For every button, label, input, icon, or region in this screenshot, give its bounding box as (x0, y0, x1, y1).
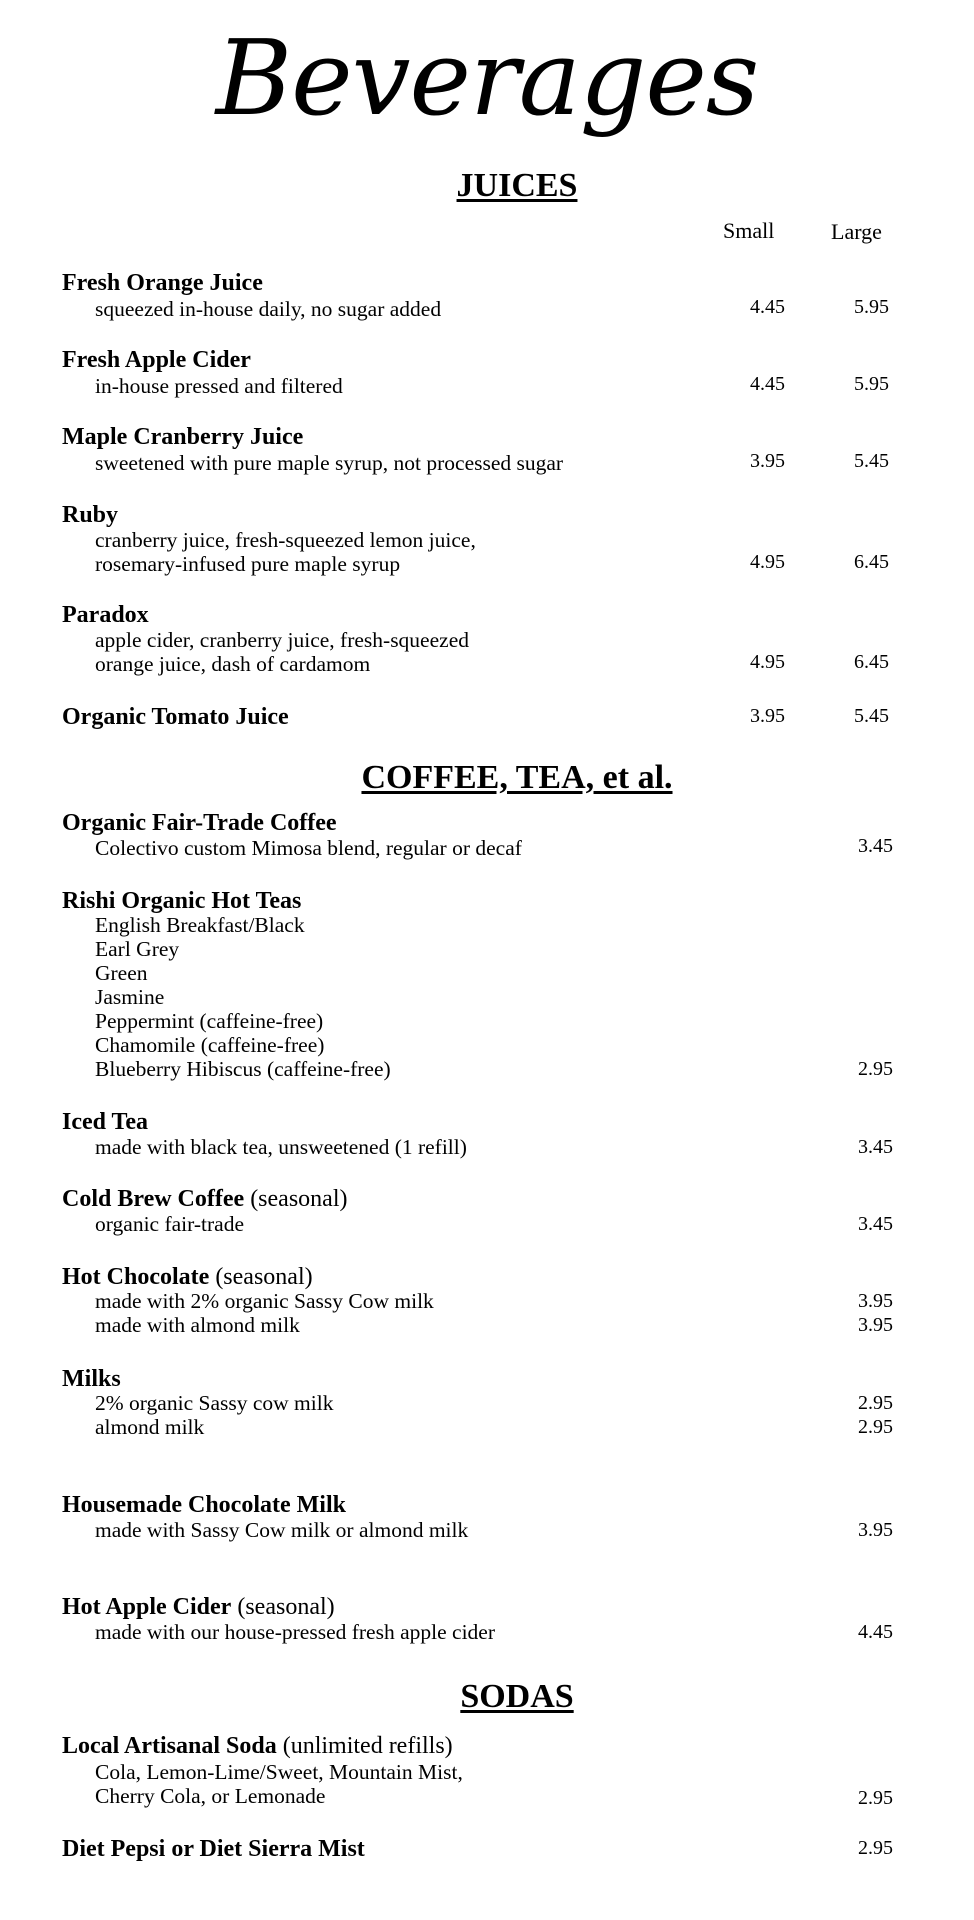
item-description: made with 2% organic Sassy Cow milk (95, 1289, 434, 1313)
price-large: 5.95 (854, 296, 889, 318)
price: 2.95 (858, 1837, 893, 1859)
price: 4.45 (858, 1621, 893, 1643)
item-description: Jasmine (95, 985, 165, 1009)
price-large: 5.45 (854, 705, 889, 727)
price: 3.95 (858, 1290, 893, 1312)
item-description: Chamomile (caffeine-free) (95, 1033, 325, 1057)
section-heading-juices: JUICES (456, 167, 578, 204)
item-description: Cola, Lemon-Lime/Sweet, Mountain Mist, (95, 1760, 463, 1784)
item-description: 2% organic Sassy cow milk (95, 1391, 334, 1415)
price: 2.95 (858, 1416, 893, 1438)
item-name (62, 1264, 313, 1290)
price-large: 6.45 (854, 651, 889, 673)
price: 2.95 (858, 1392, 893, 1414)
item-note: (unlimited refills) (276, 1733, 453, 1759)
price-small: 4.95 (750, 651, 785, 673)
price-small: 3.95 (750, 450, 785, 472)
column-header-small: Small (723, 218, 775, 243)
item-description: English Breakfast/Black (95, 913, 305, 937)
item-name: Paradox (62, 602, 149, 628)
price: 3.95 (858, 1519, 893, 1541)
price: 3.45 (858, 1136, 893, 1158)
item-description: Green (95, 961, 148, 985)
item-note: (seasonal) (244, 1186, 348, 1212)
item-name: Housemade Chocolate Milk (62, 1492, 346, 1518)
item-description: apple cider, cranberry juice, fresh-squeezed (95, 628, 469, 652)
item-description: made with black tea, unsweetened (1 refill) (95, 1135, 467, 1159)
item-description: organic fair-trade (95, 1212, 244, 1236)
price-small: 4.45 (750, 296, 785, 318)
item-description: made with our house-pressed fresh apple cider (95, 1620, 495, 1644)
item-description: sweetened with pure maple syrup, not processed sugar (95, 451, 564, 475)
item-description: in-house pressed and filtered (95, 374, 343, 398)
section-heading-sodas: SODAS (460, 1678, 574, 1715)
item-description: orange juice, dash of cardamom (95, 652, 371, 676)
price: 2.95 (858, 1058, 893, 1080)
price-large: 5.45 (854, 450, 889, 472)
item-name: Organic Tomato Juice (62, 704, 289, 730)
price: 2.95 (858, 1787, 893, 1809)
item-description: rosemary-infused pure maple syrup (95, 552, 401, 576)
price-small: 4.95 (750, 551, 785, 573)
item-description: cranberry juice, fresh-squeezed lemon juice, (95, 528, 476, 552)
item-name: Rishi Organic Hot Teas (62, 888, 302, 914)
price-large: 5.95 (854, 373, 889, 395)
item-description: Blueberry Hibiscus (caffeine-free) (95, 1057, 391, 1081)
item-name (62, 1733, 453, 1759)
item-name: Fresh Orange Juice (62, 270, 263, 296)
item-name: Ruby (62, 502, 119, 528)
item-description: Cherry Cola, or Lemonade (95, 1784, 326, 1808)
price: 3.95 (858, 1314, 893, 1336)
item-name-text: Cold Brew Coffee (62, 1186, 245, 1212)
item-name: Fresh Apple Cider (62, 347, 251, 373)
section-heading-coffee-tea: COFFEE, TEA, et al. (361, 759, 673, 796)
item-description: Earl Grey (95, 937, 180, 961)
column-header-large: Large (831, 219, 882, 244)
item-note: (seasonal) (231, 1594, 335, 1620)
item-name (62, 1594, 335, 1620)
price-small: 4.45 (750, 373, 785, 395)
item-name: Organic Fair-Trade Coffee (62, 810, 337, 836)
item-description: Peppermint (caffeine-free) (95, 1009, 324, 1033)
price: 3.45 (858, 1213, 893, 1235)
item-name: Iced Tea (62, 1109, 149, 1135)
item-description: almond milk (95, 1415, 205, 1439)
item-name-text: Hot Apple Cider (62, 1594, 232, 1620)
item-name-text: Local Artisanal Soda (62, 1733, 277, 1759)
item-description: Colectivo custom Mimosa blend, regular or decaf (95, 836, 522, 860)
item-name: Milks (62, 1366, 121, 1392)
item-name-text: Hot Chocolate (62, 1264, 210, 1290)
item-description: squeezed in-house daily, no sugar added (95, 297, 442, 321)
item-description: made with Sassy Cow milk or almond milk (95, 1518, 469, 1542)
price-large: 6.45 (854, 551, 889, 573)
item-name (62, 1186, 347, 1212)
item-description: made with almond milk (95, 1313, 300, 1337)
item-name: Maple Cranberry Juice (62, 424, 304, 450)
price: 3.45 (858, 835, 893, 857)
item-note: (seasonal) (209, 1264, 313, 1290)
price-small: 3.95 (750, 705, 785, 727)
item-name: Diet Pepsi or Diet Sierra Mist (62, 1836, 365, 1862)
page-title: Beverages (215, 17, 759, 139)
